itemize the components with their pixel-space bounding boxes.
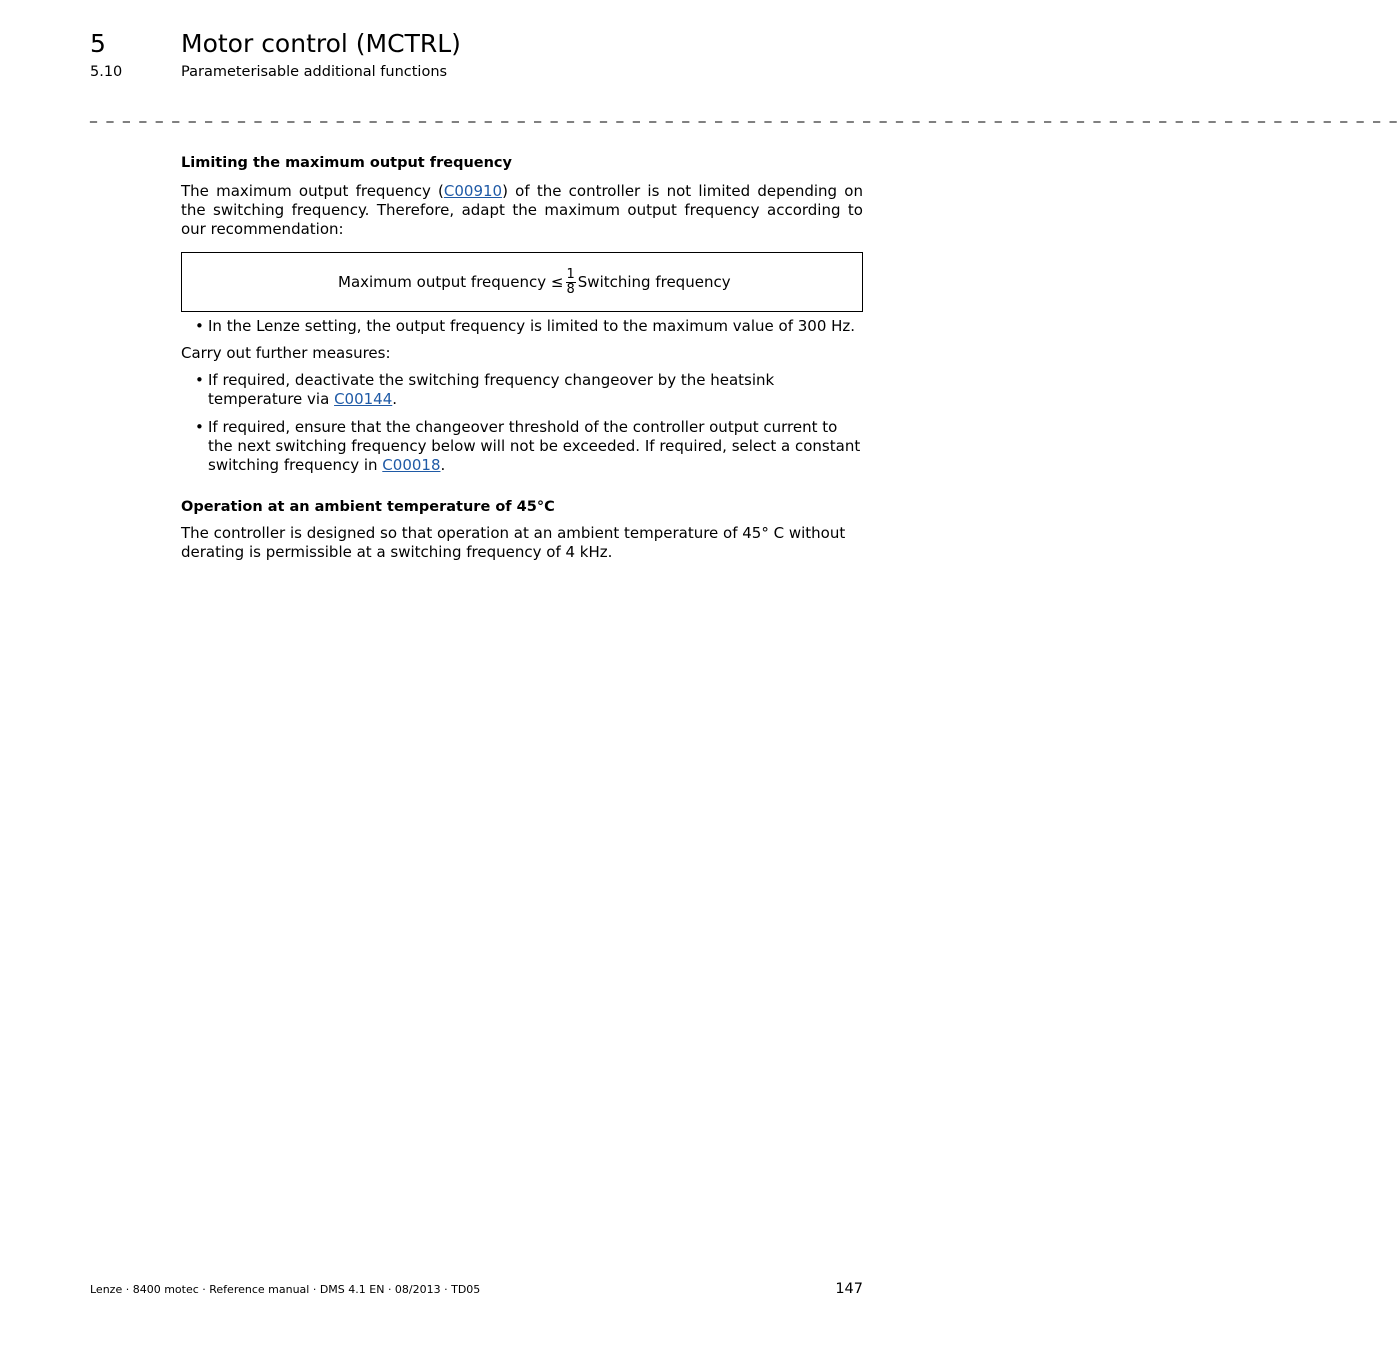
measures-list <box>181 371 863 475</box>
ambient-paragraph: The controller is designed so that operation at an ambient temperature of 45° C without derating is permissible at a switching frequency of 4 kHz. <box>181 524 846 561</box>
bullet-list <box>181 317 863 336</box>
section-heading: Operation at an ambient temperature of 45°C <box>181 499 555 515</box>
fraction-numerator: 1 <box>566 266 575 282</box>
footer-text: Lenze · 8400 motec · Reference manual · DMS 4.1 EN · 08/2013 · TD05 <box>90 1283 481 1296</box>
section-limiting-output-frequency <box>181 153 863 239</box>
fraction-denominator: 8 <box>566 281 575 297</box>
section-title: Parameterisable additional functions <box>181 64 448 80</box>
further-measures-text: Carry out further measures: <box>181 344 391 362</box>
formula-rhs: Switching frequency <box>577 273 731 291</box>
link-c00144[interactable]: C00144 <box>334 390 393 408</box>
section-number: 5.10 <box>90 64 123 80</box>
header-separator: _ _ _ _ _ _ _ _ _ _ _ _ _ _ _ _ _ _ _ _ _ _ _ _ _ _ _ _ _ _ _ _ _ _ _ _ _ _ _ _ _ _ _ _ _ _ _ _ _ _ _ _ _ _ _ _ _ _ _ _ _ _ _ _ _ _ _ _ _ _ _ _ _ _ _ _ _ _ _ _ <box>90 107 1399 123</box>
intro-paragraph: The maximum output frequency (C00910) of the controller is not limited depending on the switching frequency. Therefore, adapt the maximum output frequency according to our recommendation: <box>181 182 863 238</box>
formula-fraction <box>566 268 576 297</box>
formula-box <box>181 252 863 312</box>
chapter-title: Motor control (MCTRL) <box>181 29 461 58</box>
link-c00018[interactable]: C00018 <box>382 456 441 474</box>
chapter-number: 5 <box>90 29 106 58</box>
list-item: • In the Lenze setting, the output frequency is limited to the maximum value of 300 Hz. <box>195 317 856 335</box>
formula-lhs: Maximum output frequency ≤ <box>338 273 564 291</box>
list-item: • If required, ensure that the changeover threshold of the controller output current to the next switching frequency below will not be exceeded. If required, select a constant switching frequency in C00018. <box>195 418 861 474</box>
section-heading: Limiting the maximum output frequency <box>181 155 512 171</box>
measures-block <box>181 317 863 475</box>
link-c00910[interactable]: C00910 <box>443 182 503 200</box>
section-ambient-temperature <box>181 497 863 562</box>
formula <box>338 263 731 301</box>
page-number: 147 <box>835 1281 863 1297</box>
list-item: • If required, deactivate the switching frequency changeover by the heatsink temperature via C00144. <box>195 371 775 408</box>
